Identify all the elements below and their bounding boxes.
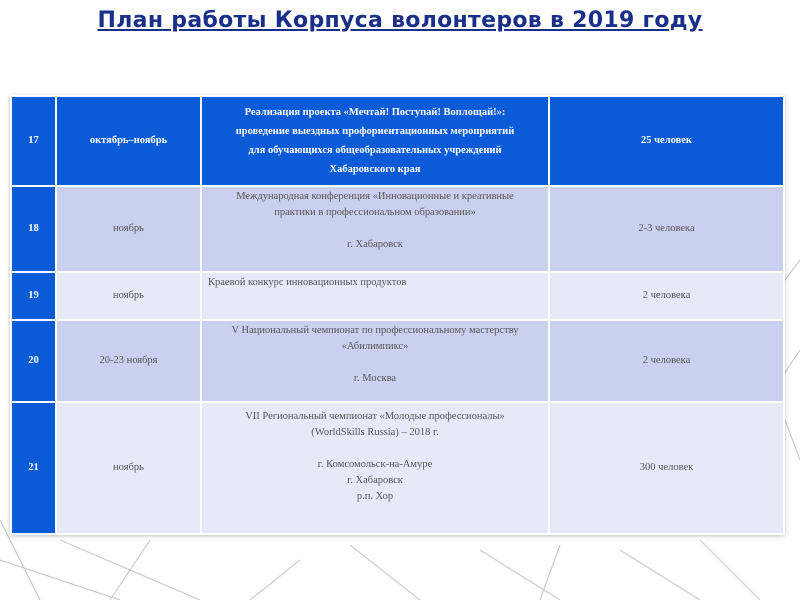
row-date: 20-23 ноября [56,320,201,402]
table-row [11,320,784,402]
event-line: VII Региональный чемпионат «Молодые профессионалы» [245,411,505,422]
row-date: октябрь–ноябрь [56,96,201,186]
row-people: 2-3 человека [549,186,784,272]
row-date: ноябрь [56,402,201,534]
event-line: для обучающихся общеобразовательных учреждений [248,145,502,156]
event-line: р.п. Хор [356,491,394,502]
row-number: 21 [11,402,56,534]
event-line: Хабаровского края [329,164,421,175]
row-event [201,96,549,186]
row-people: 300 человек [549,402,784,534]
row-date: ноябрь [56,272,201,320]
event-line: Международная конференция «Инновационные и креативные [236,191,514,202]
event-line: V Национальный чемпионат по профессиональному мастерству [231,325,519,336]
event-line: г. Хабаровск [347,239,403,250]
row-people: 25 человек [549,96,784,186]
event-line: г. Комсомольск-на-Амуре [317,459,433,470]
event-line: Реализация проекта «Мечтай! Поступай! Воплощай!»: [244,107,506,118]
event-line: «Абилимпикс» [341,341,409,352]
row-people: 2 человека [549,320,784,402]
table-row [11,272,784,320]
row-date: ноябрь [56,186,201,272]
event-line: практики в профессиональном образовании» [274,207,476,218]
row-event [201,272,549,320]
event-line: проведение выездных профориентационных мероприятий [235,126,515,137]
table-row [11,402,784,534]
table-row [11,186,784,272]
row-number: 19 [11,272,56,320]
row-number: 20 [11,320,56,402]
work-plan-table [10,95,785,535]
row-number: 17 [11,96,56,186]
event-line: (WorldSkills Russia) – 2018 г. [311,427,439,438]
row-event [201,402,549,534]
page-title: План работы Корпуса волонтеров в 2019 году [97,8,703,33]
row-number: 18 [11,186,56,272]
row-people: 2 человека [549,272,784,320]
event-line: Краевой конкурс инновационных продуктов [208,277,407,288]
event-line: г. Москва [353,373,397,384]
event-line: г. Хабаровск [347,475,403,486]
table-row [11,96,784,186]
row-event [201,186,549,272]
row-event [201,320,549,402]
